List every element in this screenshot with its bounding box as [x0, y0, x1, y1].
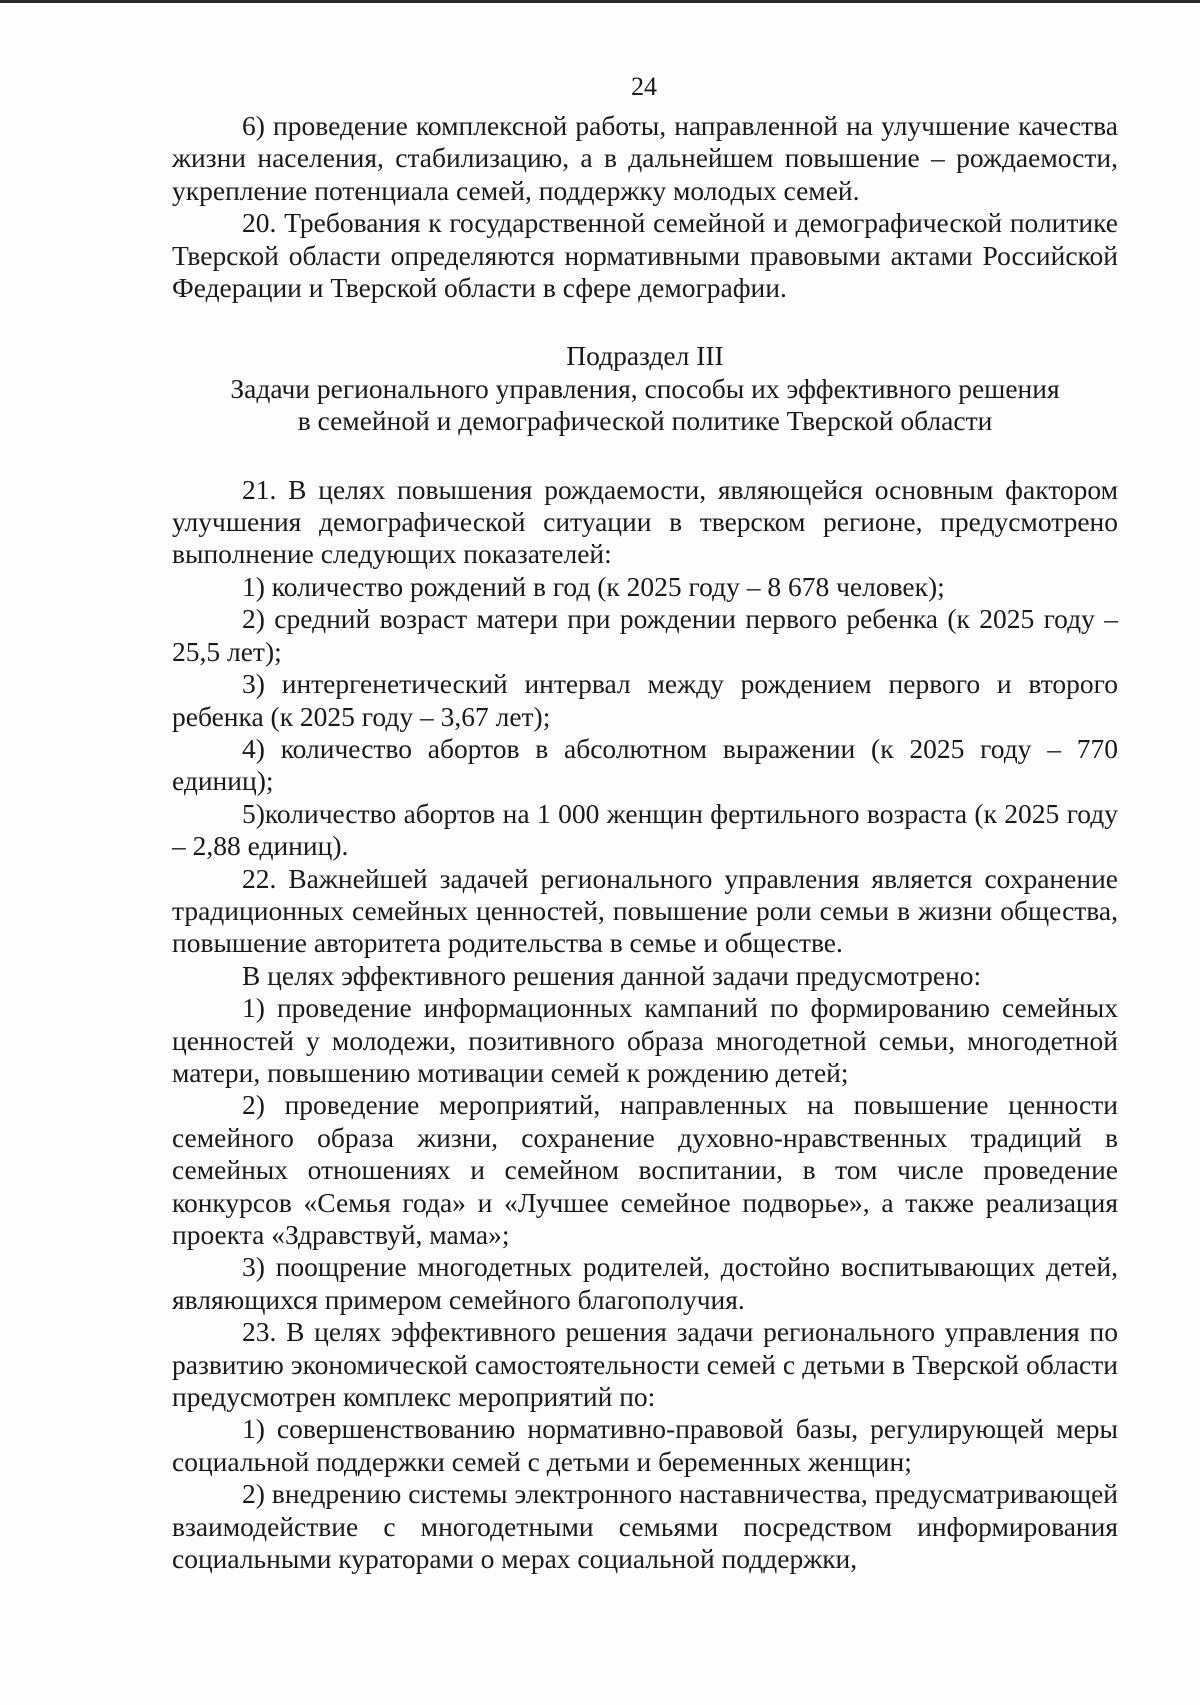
list-item: 3) интергенетический интервал между рождением первого и второго ребенка (к 2025 году – 3,67 лет); [172, 668, 1118, 732]
section-title-line-2: в семейной и демографической политике Тверской области [297, 405, 993, 437]
section-title-line-1: Задачи регионального управления, способы их эффективного решения [230, 372, 1060, 404]
list-item: 2) средний возраст матери при рождении первого ребенка (к 2025 году – 25,5 лет); [172, 603, 1118, 667]
list-item: 1) количество рождений в год (к 2025 году – 8 678 человек); [242, 570, 945, 602]
list-item: 2) проведение мероприятий, направленных на повышение ценности семейного образа жизни, сохранение духовно-нравственных традиций в семейных отношениях и семейном воспитании, в том числе проведение конкурсов «Семья года» и «Лучшее семейное подворье», а также реализация проекта «Здравствуй, мама»; [172, 1089, 1118, 1250]
list-item: 1) проведение информационных кампаний по формированию семейных ценностей у молодежи, позитивного образа многодетной семьи, многодетной матери, повышению мотивации семей к рождению детей; [172, 992, 1118, 1088]
section-heading [172, 340, 1118, 437]
list-item: 2) внедрению системы электронного наставничества, предусматривающей взаимодействие с многодетными семьями посредством информирования социальными кураторами о мерах социальной поддержки, [172, 1478, 1118, 1575]
paragraph-item-6: 6) проведение комплексной работы, направленной на улучшение качества жизни населения, стабилизацию, а в дальнейшем повышение – рождаемости, укрепление потенциала семей, поддержку молодых семей. [172, 110, 1118, 206]
paragraph-20: 20. Требования к государственной семейной и демографической политике Тверской области определяются нормативными правовыми актами Российской Федерации и Тверской области в сфере демографии. [172, 207, 1118, 304]
list-item: 1) совершенствованию нормативно-правовой базы, регулирующей меры социальной поддержки семей с детьми и беременных женщин; [172, 1413, 1118, 1477]
paragraph-22: 22. Важнейшей задачей регионального управления является сохранение традиционных семейных ценностей, повышение роли семьи в жизни общества, повышение авторитета родительства в семье и обществе. [172, 862, 1118, 959]
paragraph-21: 21. В целях повышения рождаемости, являющейся основным фактором улучшения демографической ситуации в тверском регионе, предусмотрено выполнение следующих показателей: [172, 473, 1118, 570]
list-item: 3) поощрение многодетных родителей, достойно воспитывающих детей, являющихся примером семейного благополучия. [172, 1251, 1118, 1315]
scan-top-edge [0, 0, 1200, 3]
paragraph-22-intro: В целях эффективного решения данной задачи предусмотрено: [242, 959, 982, 991]
document-body [172, 110, 1118, 1575]
list-item: 5)количество абортов на 1 000 женщин фертильного возраста (к 2025 году – 2,88 единиц). [172, 797, 1118, 862]
list-item: 4) количество абортов в абсолютном выражении (к 2025 году – 770 единиц); [172, 732, 1118, 797]
section-label: Подраздел III [566, 340, 724, 372]
paragraph-23: 23. В целях эффективного решения задачи регионального управления по развитию экономической самостоятельности семей с детьми в Тверской области предусмотрен комплекс мероприятий по: [172, 1316, 1118, 1413]
page-number: 24 [631, 72, 657, 101]
